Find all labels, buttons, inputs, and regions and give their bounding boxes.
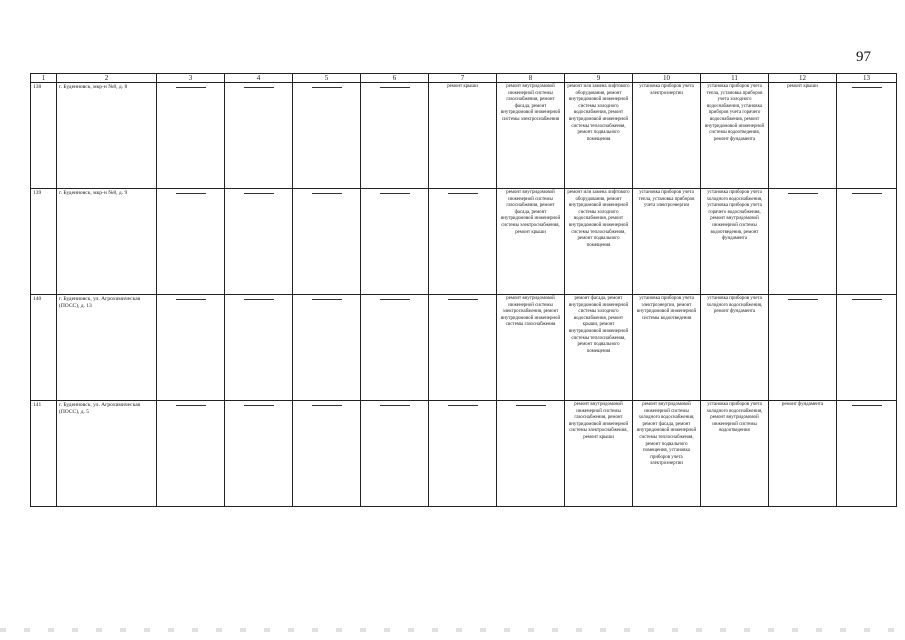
dash-mark bbox=[244, 87, 274, 88]
table-row bbox=[31, 83, 897, 189]
empty-cell bbox=[769, 189, 837, 295]
work-cell: установка приборов учета тепла, установка приборов учета холодного водоснабжения, установка приборов учета горячего водоснабжения, ремонт внутридомовой инженерной системы водоотведения, ремонт фундамента bbox=[701, 83, 769, 189]
header-cell: 2 bbox=[57, 74, 157, 83]
empty-cell bbox=[769, 295, 837, 401]
dash-mark bbox=[788, 193, 818, 194]
dash-mark bbox=[176, 87, 206, 88]
dash-mark bbox=[852, 87, 882, 88]
header-cell: 3 bbox=[157, 74, 225, 83]
row-number: 138 bbox=[31, 83, 57, 189]
row-address: г. Буденновск, мкр-н №8, д. 8 bbox=[57, 83, 157, 189]
dash-mark bbox=[312, 87, 342, 88]
scan-artifact bbox=[0, 628, 905, 632]
empty-cell bbox=[157, 401, 225, 507]
row-address: г. Буденновск, ул. Агрохимическая (ПОСС), д. 5 bbox=[57, 401, 157, 507]
works-table bbox=[30, 73, 897, 507]
header-cell: 9 bbox=[565, 74, 633, 83]
empty-cell bbox=[225, 295, 293, 401]
table-row bbox=[31, 189, 897, 295]
row-number: 139 bbox=[31, 189, 57, 295]
dash-mark bbox=[380, 405, 410, 406]
empty-cell bbox=[293, 401, 361, 507]
page-number: 97 bbox=[856, 49, 871, 65]
work-cell: установка приборов учета тепла, установка приборов учета электроэнергии bbox=[633, 189, 701, 295]
header-cell: 13 bbox=[837, 74, 897, 83]
dash-mark bbox=[852, 299, 882, 300]
dash-mark bbox=[312, 405, 342, 406]
header-cell: 11 bbox=[701, 74, 769, 83]
empty-cell bbox=[157, 83, 225, 189]
row-address: г. Буденновск, ул. Агрохимическая (ПОСС), д. 13 bbox=[57, 295, 157, 401]
work-cell: установка приборов учета холодного водоснабжения, ремонт фундамента bbox=[701, 295, 769, 401]
header-cell: 10 bbox=[633, 74, 701, 83]
header-row bbox=[31, 74, 897, 83]
empty-cell bbox=[837, 401, 897, 507]
dash-mark bbox=[448, 405, 478, 406]
dash-mark bbox=[516, 405, 546, 406]
work-cell: ремонт внутридомовой инженерной системы газоснабжения, ремонт фасада, ремонт внутридомовой инженерной системы электроснабжения bbox=[497, 83, 565, 189]
empty-cell bbox=[157, 295, 225, 401]
dash-mark bbox=[788, 299, 818, 300]
header-cell: 6 bbox=[361, 74, 429, 83]
dash-mark bbox=[176, 405, 206, 406]
work-cell: ремонт внутридомовой инженерной системы газоснабжения, ремонт фасада, ремонт внутридомовой инженерной системы электроснабжения, ремонт крыши bbox=[497, 189, 565, 295]
work-cell: ремонт крыши bbox=[429, 83, 497, 189]
empty-cell bbox=[497, 401, 565, 507]
empty-cell bbox=[293, 189, 361, 295]
row-number: 140 bbox=[31, 295, 57, 401]
work-cell: установка приборов учета холодного водоснабжения, установка приборов учета горячего водоснабжения, ремонт внутридомовой инженерной системы водоотведения, ремонт фундамента bbox=[701, 189, 769, 295]
table-row bbox=[31, 401, 897, 507]
header-cell: 12 bbox=[769, 74, 837, 83]
work-cell: установка приборов учета электроэнергии bbox=[633, 83, 701, 189]
dash-mark bbox=[448, 193, 478, 194]
empty-cell bbox=[225, 189, 293, 295]
empty-cell bbox=[361, 401, 429, 507]
dash-mark bbox=[852, 405, 882, 406]
header-cell: 1 bbox=[31, 74, 57, 83]
dash-mark bbox=[312, 299, 342, 300]
dash-mark bbox=[380, 193, 410, 194]
work-cell: ремонт фасада, ремонт внутридомовой инженерной системы холодного водоснабжения, ремонт крыши, ремонт внутридомовой инженерной системы теплоснабжения, ремонт подвального помещения bbox=[565, 295, 633, 401]
work-cell: ремонт внутридомовой инженерной системы электроснабжения, ремонт внутридомовой инженерной системы газоснабжения bbox=[497, 295, 565, 401]
work-cell: ремонт внутридомовой инженерной системы холодного водоснабжения, ремонт фасада, ремонт внутридомовой инженерной системы теплоснабжения, ремонт подвального помещения, установка приборов учета электроэнергии bbox=[633, 401, 701, 507]
empty-cell bbox=[225, 401, 293, 507]
work-cell: ремонт или замена лифтового оборудования, ремонт внутридомовой инженерной системы холодного водоснабжения, ремонт внутридомовой инженерной системы теплоснабжения, ремонт подвального помещения bbox=[565, 189, 633, 295]
work-cell: установка приборов учета холодного водоснабжения, ремонт внутридомовой инженерной системы водоотведения bbox=[701, 401, 769, 507]
table-row bbox=[31, 295, 897, 401]
dash-mark bbox=[380, 299, 410, 300]
dash-mark bbox=[244, 299, 274, 300]
work-cell: ремонт или замена лифтового оборудования, ремонт внутридомовой инженерной системы холодного водоснабжения, ремонт внутридомовой инженерной системы теплоснабжения, ремонт подвального помещения bbox=[565, 83, 633, 189]
dash-mark bbox=[312, 193, 342, 194]
empty-cell bbox=[293, 83, 361, 189]
empty-cell bbox=[429, 295, 497, 401]
dash-mark bbox=[244, 193, 274, 194]
empty-cell bbox=[361, 83, 429, 189]
empty-cell bbox=[361, 189, 429, 295]
empty-cell bbox=[361, 295, 429, 401]
empty-cell bbox=[157, 189, 225, 295]
work-cell: установка приборов учета электроэнергии, ремонт внутридомовой инженерной системы водоотведения bbox=[633, 295, 701, 401]
work-cell: ремонт внутридомовой инженерной системы газоснабжения, ремонт внутридомовой инженерной системы электроснабжения, ремонт крыши bbox=[565, 401, 633, 507]
row-number: 141 bbox=[31, 401, 57, 507]
dash-mark bbox=[176, 299, 206, 300]
empty-cell bbox=[429, 189, 497, 295]
header-cell: 5 bbox=[293, 74, 361, 83]
dash-mark bbox=[244, 405, 274, 406]
header-cell: 4 bbox=[225, 74, 293, 83]
work-cell: ремонт крыши bbox=[769, 83, 837, 189]
dash-mark bbox=[448, 299, 478, 300]
work-cell: ремонт фундамента bbox=[769, 401, 837, 507]
dash-mark bbox=[176, 193, 206, 194]
empty-cell bbox=[837, 295, 897, 401]
row-address: г. Буденновск, мкр-н №8, д. 9 bbox=[57, 189, 157, 295]
empty-cell bbox=[293, 295, 361, 401]
dash-mark bbox=[380, 87, 410, 88]
header-cell: 8 bbox=[497, 74, 565, 83]
empty-cell bbox=[837, 189, 897, 295]
dash-mark bbox=[852, 193, 882, 194]
header-cell: 7 bbox=[429, 74, 497, 83]
empty-cell bbox=[429, 401, 497, 507]
empty-cell bbox=[225, 83, 293, 189]
empty-cell bbox=[837, 83, 897, 189]
